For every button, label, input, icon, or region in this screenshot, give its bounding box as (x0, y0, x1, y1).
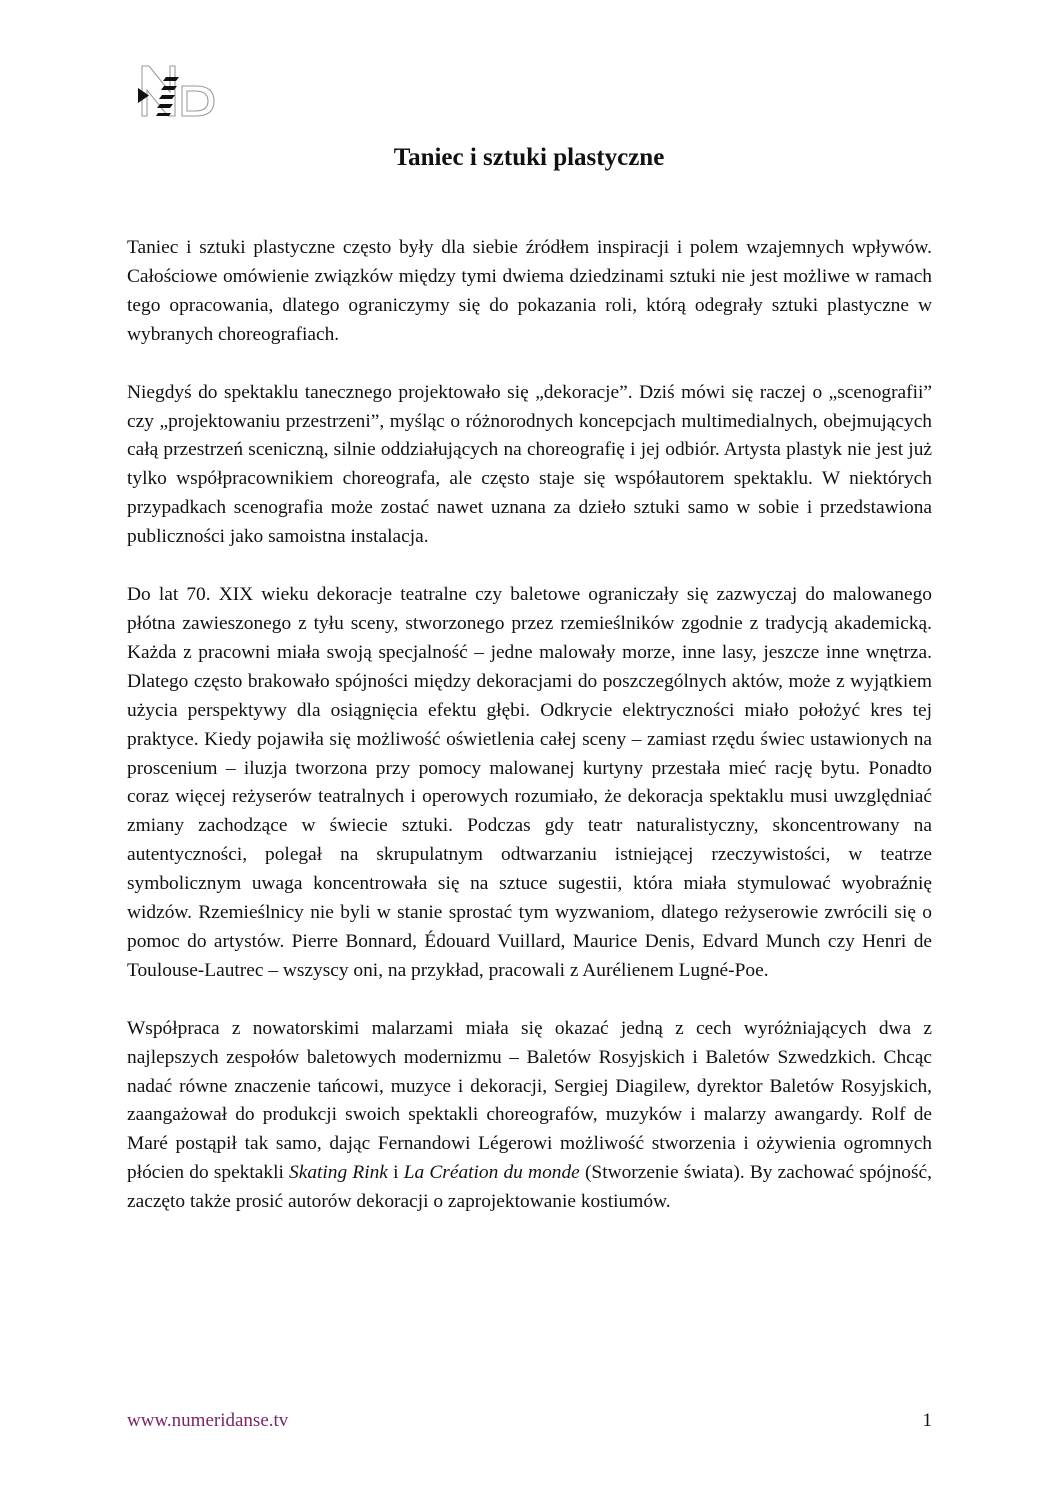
italic-title: Skating Rink (289, 1162, 388, 1184)
paragraph (127, 581, 932, 986)
paragraph-text: Niegdyś do spektaklu tanecznego projektowało się „dekoracje”. Dziś mówi się raczej o „scenografii” czy „projektowaniu przestrzeni”, myśląc o różnorodnych koncepcjach multimedialnych, obejmujących całą przestrzeń sceniczną, silnie oddziałujących na choreografię i jej odbiór. Artysta plastyk nie jest już tylko współpracownikiem choreografa, ale często staje się współautorem spektaklu. W niektórych przypadkach scenografia może zostać nawet uznana za dzieło sztuki samo w sobie i przedstawiona publiczności jako samoistna instalacja. (127, 381, 932, 548)
page-number: 1 (922, 1410, 932, 1431)
page-title: Taniec i sztuki plastyczne (393, 144, 665, 171)
paragraph-text: Taniec i sztuki plastyczne często były dla siebie źródłem inspiracji i polem wzajemnych wpływów. Całościowe omówienie związków między tymi dwiema dziedzinami sztuki nie jest możliwe w ramach tego opracowania, dlatego ograniczymy się do pokazania roli, którą odegrały sztuki plastyczne w wybranych choreografiach. (127, 237, 932, 345)
paragraph-text: (Stworzenie świata). By zachować spójność, zaczęto także prosić autorów dekoracji o zaprojektowanie kostiumów. (127, 1162, 932, 1213)
article-body (127, 234, 932, 1246)
italic-title: La Création du monde (403, 1162, 580, 1184)
numeridanse-logo-icon (136, 64, 220, 118)
paragraph (127, 1015, 932, 1217)
paragraph-text: Do lat 70. XIX wieku dekoracje teatralne czy baletowe ograniczały się zazwyczaj do malowanego płótna zawieszonego z tyłu sceny, stworzonego przez rzemieślników zgodnie z tradycją akademicką. Każda z pracowni miała swoją specjalność – jedne malowały morze, inne lasy, jeszcze inne wnętrza. Dlatego często brakowało spójności między dekoracjami do poszczególnych aktów, może z wyjątkiem użycia perspektywy dla osiągnięcia efektu głębi. Odkrycie elektryczności miało położyć kres tej praktyce. Kiedy pojawiła się możliwość oświetlenia całej sceny – zamiast rzędu świec ustawionych na proscenium – iluzja tworzona przy pomocy malowanej kurtyny przestała mieć rację bytu. Ponadto coraz więcej reżyserów teatralnych i operowych rozumiało, że dekoracja spektaklu musi uwzględniać zmiany zachodzące w świecie sztuki. Podczas gdy teatr naturalistyczny, skoncentrowany na autentyczności, polegał na skrupulatnym odtwarzaniu istniejącej rzeczywistości, w teatrze symbolicznym uwaga koncentrowała się na sztuce sugestii, która miała stymulować wyobraźnię widzów. Rzemieślnicy nie byli w stanie sprostać tym wyzwaniom, dlatego reżyserowie zwrócili się o pomoc do artystów. Pierre Bonnard, Édouard Vuillard, Maurice Denis, Edvard Munch czy Henri de Toulouse-Lautrec – wszyscy oni, na przykład, pracowali z Aurélienem Lugné-Poe. (127, 584, 932, 981)
paragraph-text: i (387, 1162, 404, 1184)
paragraph (127, 379, 932, 552)
paragraph (127, 234, 932, 350)
footer-website-link[interactable]: www.numeridanse.tv (127, 1410, 289, 1431)
paragraph-text: Współpraca z nowatorskimi malarzami miała się okazać jedną z cech wyróżniających dwa z najlepszych zespołów baletowych modernizmu – Baletów Rosyjskich i Baletów Szwedzkich. Chcąc nadać równe znaczenie tańcowi, muzyce i dekoracji, Sergiej Diagilew, dyrektor Baletów Rosyjskich, zaangażował do produkcji swoich spektakli choreografów, muzyków i malarzy awangardy. Rolf de Maré postąpił tak samo, dając Fernandowi Légerowi możliwość stworzenia i ożywienia ogromnych płócien do spektakli (127, 1017, 932, 1184)
